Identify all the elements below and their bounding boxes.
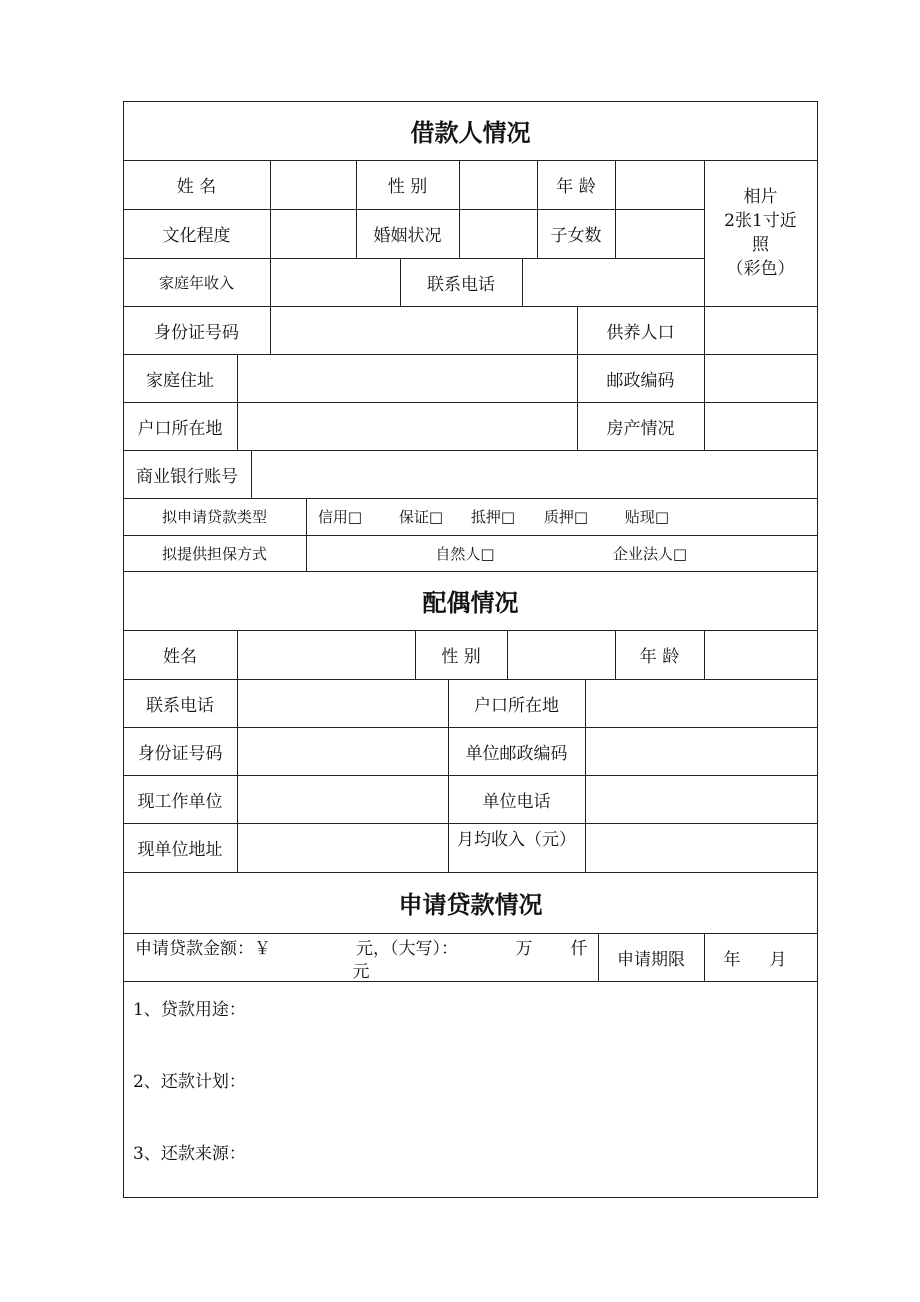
spouse-age-label: 年 龄 <box>639 647 680 667</box>
guarantee-corporate-checkbox[interactable]: 企业法人□ <box>612 544 688 563</box>
postcode-label: 邮政编码 <box>606 370 675 391</box>
gender-label: 性 别 <box>387 177 428 197</box>
repay-source-label: 3、还款来源： <box>133 1143 246 1164</box>
postcode-field[interactable] <box>704 354 817 402</box>
hukou-label: 户口所在地 <box>137 418 223 439</box>
children-label: 子女数 <box>550 226 602 246</box>
bank-account-label: 商业银行账号 <box>136 466 238 487</box>
marital-label: 婚姻状况 <box>373 226 442 246</box>
spouse-hukou-field[interactable] <box>585 679 817 727</box>
property-label: 房产情况 <box>606 418 675 439</box>
loan-type-discount-checkbox[interactable]: 贴现□ <box>624 508 670 526</box>
spouse-gender-label: 性 别 <box>441 647 481 667</box>
id-field[interactable] <box>270 306 577 354</box>
photo-box[interactable] <box>704 160 817 306</box>
loan-type-mortgage-checkbox[interactable]: 抵押□ <box>470 508 516 526</box>
spouse-gender-field[interactable] <box>507 630 615 679</box>
monthly-income-label: 月均收入（元） <box>457 829 576 850</box>
loan-purpose-label: 1、贷款用途： <box>133 999 246 1020</box>
hukou-field[interactable] <box>237 402 577 450</box>
spouse-age-field[interactable] <box>704 630 817 679</box>
loan-type-pledge-checkbox[interactable]: 质押□ <box>543 508 589 526</box>
term-year[interactable]: 年 <box>723 949 741 970</box>
spouse-name-field[interactable] <box>237 630 415 679</box>
monthly-income-field[interactable] <box>585 823 817 872</box>
spouse-hukou-label: 户口所在地 <box>474 695 559 716</box>
repay-plan-label: 2、还款计划： <box>133 1071 246 1092</box>
loan-amount-field[interactable] <box>285 934 345 958</box>
work-postcode-label: 单位邮政编码 <box>465 743 568 764</box>
term-month[interactable]: 月 <box>769 949 787 970</box>
employer-label: 现工作单位 <box>137 791 223 812</box>
marital-field[interactable] <box>459 209 537 258</box>
address-field[interactable] <box>237 354 577 402</box>
loan-type-label: 拟申请贷款类型 <box>161 508 267 526</box>
spouse-name-label: 姓名 <box>163 647 197 667</box>
term-label: 申请期限 <box>617 949 685 970</box>
income-field[interactable] <box>270 258 400 306</box>
amount-wan: 万 <box>515 938 533 959</box>
photo-line-1: 相片 <box>743 187 778 207</box>
bank-account-field[interactable] <box>251 450 817 498</box>
age-label: 年 龄 <box>556 177 596 197</box>
id-label: 身份证号码 <box>154 322 239 343</box>
spouse-phone-field[interactable] <box>237 679 448 727</box>
amount-yuan: 元 <box>352 961 370 982</box>
amount-caps-label: 元，（大写）： <box>356 938 458 959</box>
dependents-label: 供养人口 <box>606 322 675 343</box>
education-field[interactable] <box>270 209 356 258</box>
address-label: 家庭住址 <box>146 370 214 391</box>
name-label: 姓 名 <box>176 177 217 197</box>
property-field[interactable] <box>704 402 817 450</box>
photo-line-2: 2张1寸近 <box>724 211 797 231</box>
guarantee-label: 拟提供担保方式 <box>161 544 267 563</box>
gender-field[interactable] <box>459 160 537 209</box>
work-phone-field[interactable] <box>585 775 817 823</box>
spouse-id-label: 身份证号码 <box>137 743 223 764</box>
photo-line-4: （彩色） <box>726 259 795 279</box>
phone-field[interactable] <box>522 258 704 306</box>
work-phone-label: 单位电话 <box>482 791 551 812</box>
name-field[interactable] <box>270 160 356 209</box>
guarantee-person-checkbox[interactable]: 自然人□ <box>435 544 495 563</box>
age-field[interactable] <box>615 160 704 209</box>
employer-field[interactable] <box>237 775 448 823</box>
income-label: 家庭年收入 <box>158 273 234 292</box>
work-postcode-field[interactable] <box>585 727 817 775</box>
loan-section-title: 申请贷款情况 <box>398 890 543 919</box>
spouse-id-field[interactable] <box>237 727 448 775</box>
photo-line-3: 照 <box>752 235 769 255</box>
loan-type-credit-checkbox[interactable]: 信用□ <box>317 508 363 526</box>
borrower-section-title: 借款人情况 <box>410 118 531 147</box>
amount-qian: 仟 <box>570 938 588 959</box>
spouse-section-title: 配偶情况 <box>422 588 519 617</box>
work-address-field[interactable] <box>237 823 448 872</box>
loan-amount-label: 申请贷款金额：￥ <box>135 938 271 959</box>
children-field[interactable] <box>615 209 704 258</box>
spouse-phone-label: 联系电话 <box>146 695 214 716</box>
work-address-label: 现单位地址 <box>137 840 223 860</box>
dependents-field[interactable] <box>704 306 817 354</box>
phone-label: 联系电话 <box>427 274 495 295</box>
loan-type-guarantee-checkbox[interactable]: 保证□ <box>398 508 444 526</box>
education-label: 文化程度 <box>162 226 231 246</box>
